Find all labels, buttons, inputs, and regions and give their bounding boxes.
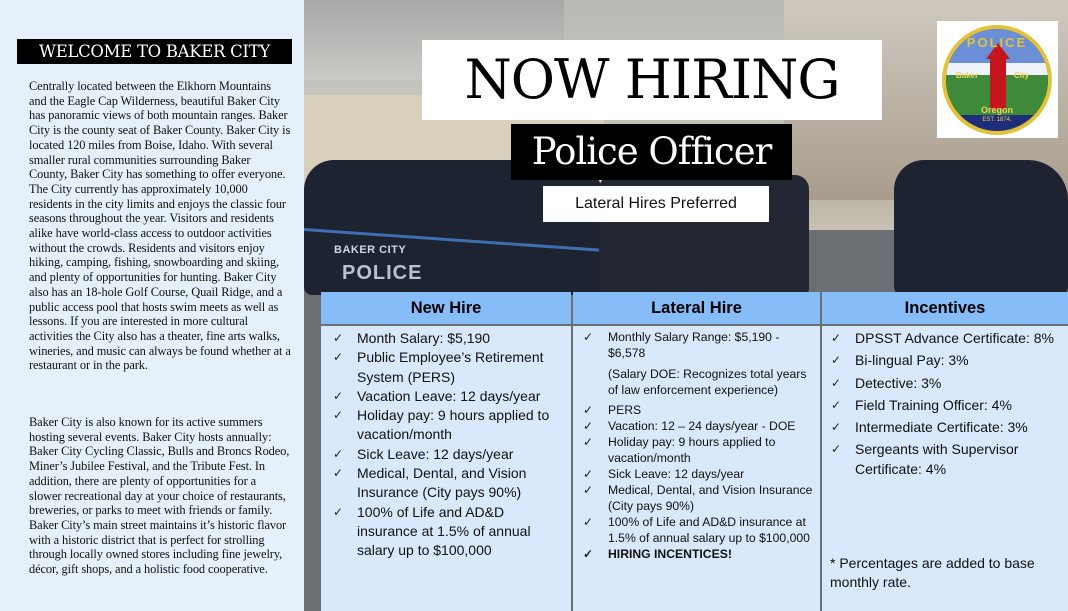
car-decal-baker-city: BAKER CITY bbox=[334, 244, 407, 256]
lateral-hire-list bbox=[583, 329, 815, 562]
list-item: ✓ Sick Leave: 12 days/year bbox=[583, 466, 815, 482]
list-item: ✓ DPSST Advance Certificate: 8% bbox=[831, 329, 1061, 348]
new-hire-list bbox=[333, 329, 565, 561]
position-title: Police Officer bbox=[511, 124, 792, 180]
list-item: ✓ Sergeants with Supervisor Certificate: 4% bbox=[831, 440, 1061, 479]
list-item: ✓ Monthly Salary Range: $5,190 - $6,578 bbox=[583, 329, 815, 361]
badge-established-text: EST. 1874. bbox=[982, 117, 1012, 123]
list-item: ✓ Holiday pay: 9 hours applied to vacation/month bbox=[583, 434, 815, 466]
welcome-panel bbox=[0, 0, 304, 611]
badge-inner bbox=[946, 29, 1048, 131]
list-item: ✓ Field Training Officer: 4% bbox=[831, 396, 1061, 415]
police-car-right bbox=[894, 160, 1068, 295]
badge-oregon-text: Oregon bbox=[980, 105, 1013, 115]
column-body-new-hire bbox=[321, 326, 571, 611]
column-new-hire bbox=[321, 292, 571, 611]
clock-tower-icon bbox=[990, 57, 1006, 109]
badge-baker-text: Baker bbox=[956, 71, 979, 80]
list-item: ✓ Medical, Dental, and Vision Insurance (City pays 90%) bbox=[333, 464, 565, 503]
column-lateral-hire bbox=[573, 292, 820, 611]
badge-police-text: POLICE bbox=[966, 35, 1028, 50]
welcome-paragraph-2: Baker City is also known for its active summers hosting several events. Baker City hosts annually: Baker City Cycling Classic, Bulls and Broncs Rodeo, Miner’s Jubilee Festival, and the Tribute Fest. In addition, there are plenty of opportunities for a slower recreational day at your choice of restaurants, breweries, or parks to meet with friends or family. Baker City’s main street maintains it’s historic flavor with a historic district that is perfect for strolling through locally owned stores including fine jewelry, décor, gift shops, and a holistic food cooperative. bbox=[29, 415, 290, 577]
list-item: ✓ Month Salary: $5,190 bbox=[333, 329, 565, 348]
badge-city-text: City bbox=[1014, 71, 1030, 80]
column-header-new-hire: New Hire bbox=[321, 292, 571, 324]
list-item: ✓ PERS bbox=[583, 402, 815, 418]
column-body-lateral-hire bbox=[573, 326, 820, 611]
welcome-title: WELCOME TO BAKER CITY bbox=[17, 39, 292, 64]
list-item: ✓ Sick Leave: 12 days/year bbox=[333, 445, 565, 464]
list-item: ✓ Intermediate Certificate: 3% bbox=[831, 418, 1061, 437]
now-hiring-headline: NOW HIRING bbox=[422, 40, 882, 120]
list-item: ✓ Holiday pay: 9 hours applied to vacation/month bbox=[333, 406, 565, 445]
column-incentives bbox=[822, 292, 1068, 611]
benefits-table bbox=[321, 292, 1068, 611]
car-decal-police: POLICE bbox=[342, 262, 423, 284]
list-item: ✓ Vacation Leave: 12 days/year bbox=[333, 387, 565, 406]
list-item: ✓ Bi-lingual Pay: 3% bbox=[831, 351, 1061, 370]
column-body-incentives bbox=[822, 326, 1068, 611]
column-header-incentives: Incentives bbox=[822, 292, 1068, 324]
lateral-hires-preferred: Lateral Hires Preferred bbox=[543, 186, 769, 222]
welcome-paragraph-1: Centrally located between the Elkhorn Mountains and the Eagle Cap Wilderness, beautiful Baker City has panoramic views of both mountain ranges. Baker City is the county seat of Baker County. Baker City is located 120 miles from Boise, Idaho. With several smaller rural communities surrounding Baker County, Baker City has something to offer everyone. The City currently has approximately 10,000 residents in the city limits and enjoys the classic four seasons throughout the year. Visitors and residents alike have world-class access to outdoor activities without the crowds. Residents and visitors enjoy hiking, camping, fishing, snowboarding and skiing, and plenty of opportunities for hunting. Baker City also has an 18-hole Golf Course, Quail Ridge, and a public access pool that hosts swim meets as well as lessons. If you are interested in more cultural activities the City also has a theater, fine arts walks, wineries, and music can always be found whether at a restaurant or in the park. bbox=[29, 79, 291, 373]
list-item: ✓ Medical, Dental, and Vision Insurance (City pays 90%) bbox=[583, 482, 815, 514]
list-item: ✓ 100% of Life and AD&D insurance at 1.5% of annual salary up to $100,000 bbox=[583, 514, 815, 546]
column-header-lateral-hire: Lateral Hire bbox=[573, 292, 820, 324]
hiring-incentives-item: ✓ HIRING INCENTICES! bbox=[583, 546, 815, 562]
incentives-footnote: * Percentages are added to base monthly rate. bbox=[830, 555, 1035, 591]
list-item: ✓ Public Employee’s Retirement System (PERS) bbox=[333, 348, 565, 387]
list-item: ✓ Vacation: 12 – 24 days/year - DOE bbox=[583, 418, 815, 434]
salary-doe-note: (Salary DOE: Recognizes total years of law enforcement experience) bbox=[608, 367, 807, 397]
incentives-list bbox=[831, 329, 1061, 482]
police-badge-logo bbox=[942, 25, 1052, 135]
list-item: ✓ Detective: 3% bbox=[831, 374, 1061, 393]
list-item: ✓ 100% of Life and AD&D insurance at 1.5% of annual salary up to $100,000 bbox=[333, 503, 565, 561]
